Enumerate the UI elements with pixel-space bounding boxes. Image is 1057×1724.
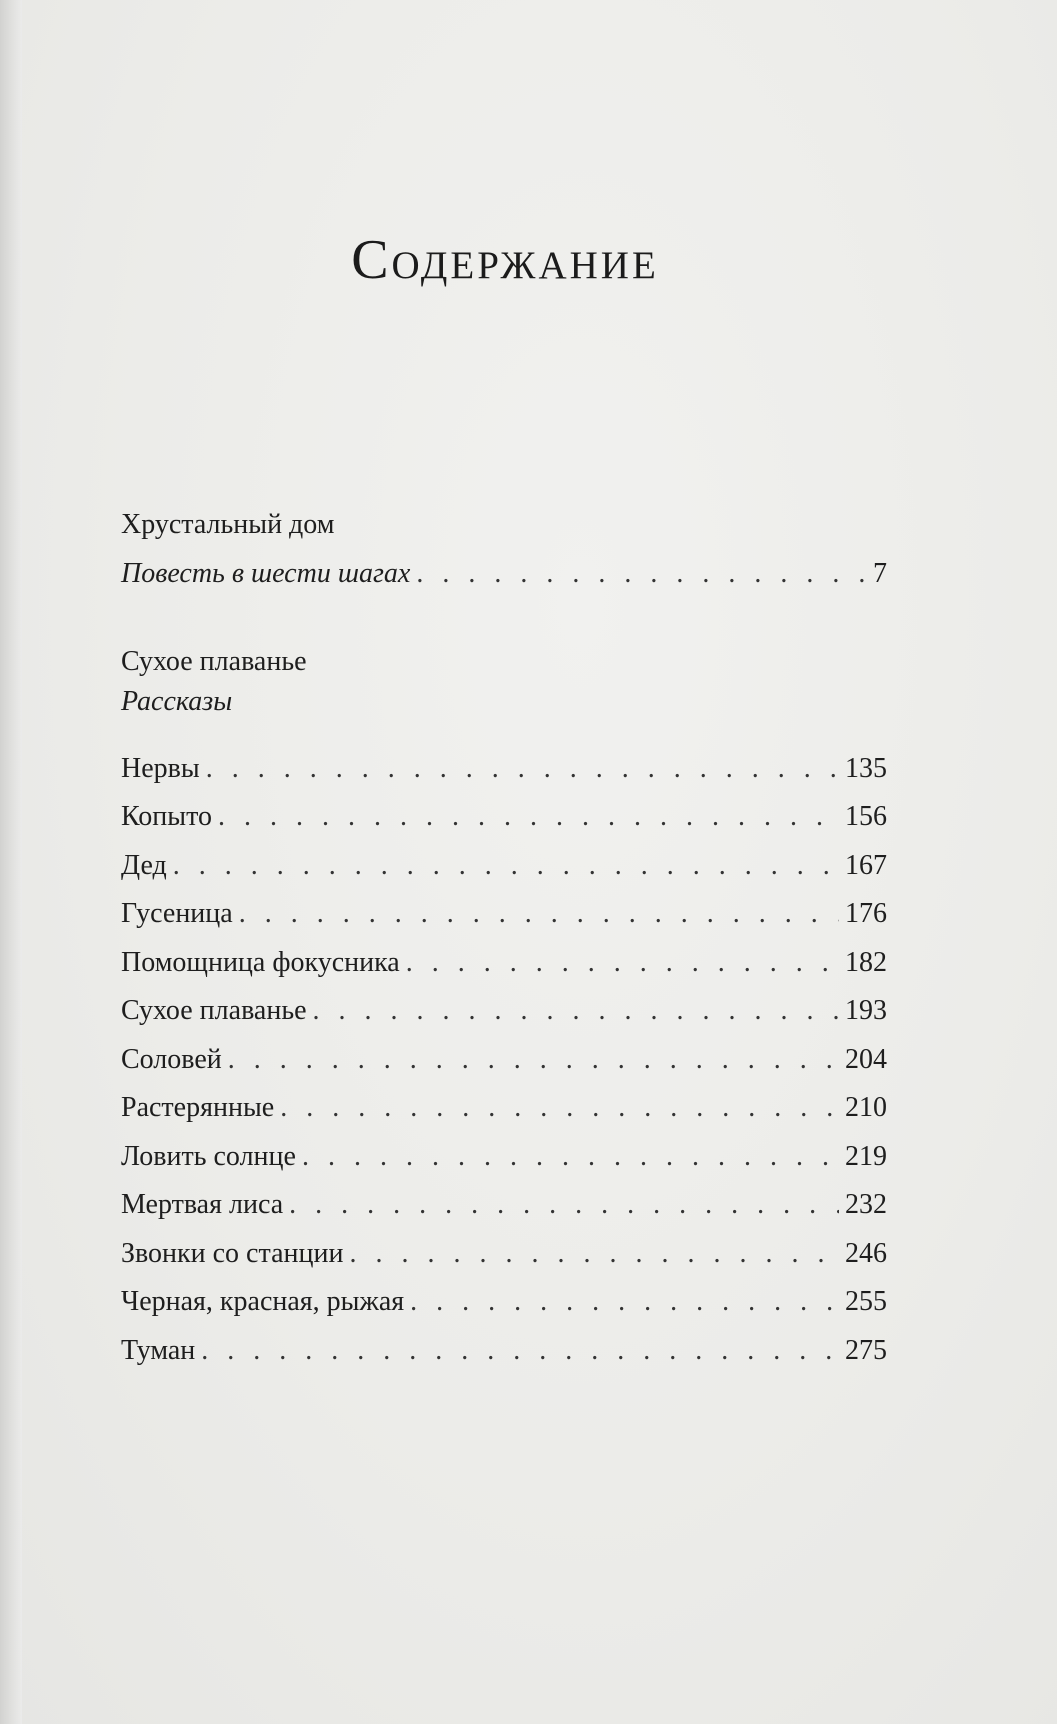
toc-entry-page: 182 [845, 947, 887, 978]
toc-entry-label: Ловить солнце [121, 1141, 296, 1172]
toc-entry-page: 255 [845, 1286, 887, 1317]
toc-entry-label: Гусеница [121, 898, 233, 929]
page-title: Содержание [351, 229, 659, 291]
toc-entry-page: 204 [845, 1044, 887, 1075]
toc-entry-story[interactable] [121, 1091, 887, 1125]
part-subheading-2: Рассказы [121, 686, 233, 717]
toc-entry-story[interactable] [121, 897, 887, 931]
toc-entry-page: 219 [845, 1141, 887, 1172]
toc-entry-story[interactable] [121, 1043, 887, 1077]
toc-entry-story[interactable] [121, 1334, 887, 1368]
toc-entry-page: 232 [845, 1189, 887, 1220]
leader-dots [280, 1091, 839, 1125]
part-heading-2: Сухое плаванье [121, 646, 307, 677]
toc-entry-label: Туман [121, 1335, 196, 1366]
toc-entry-page: 135 [845, 753, 887, 784]
toc-entry-label: Помощница фокусника [121, 947, 400, 978]
toc-entry-story[interactable] [121, 1140, 887, 1174]
leader-dots [173, 849, 839, 883]
leader-dots [410, 1285, 839, 1319]
toc-entry-story[interactable] [121, 1237, 887, 1271]
toc-entry-label: Звонки со станции [121, 1238, 344, 1269]
toc-entry-page: 210 [845, 1092, 887, 1123]
leader-dots [228, 1043, 839, 1077]
toc-entry-label: Черная, красная, рыжая [121, 1286, 405, 1317]
leader-dots [406, 946, 839, 980]
toc-entry-page: 246 [845, 1238, 887, 1269]
toc-entry-page: 7 [873, 558, 887, 589]
toc-entry-page: 193 [845, 995, 887, 1026]
toc-entry-page: 275 [845, 1335, 887, 1366]
toc-entry-label: Мертвая лиса [121, 1189, 284, 1220]
toc-entry-page: 176 [845, 898, 887, 929]
toc-entry-story[interactable] [121, 994, 887, 1028]
toc-entry-label: Сухое плаванье [121, 995, 307, 1026]
leader-dots [206, 752, 839, 786]
leader-dots [218, 800, 839, 834]
toc-entry-label: Повесть в шести шагах [121, 558, 411, 589]
toc-entry-label: Нервы [121, 753, 200, 784]
part-heading-1: Хрустальный дом [121, 509, 335, 540]
toc-entry-story[interactable] [121, 1188, 887, 1222]
toc-entry-label: Растерянные [121, 1092, 275, 1123]
toc-entry-story[interactable] [121, 752, 887, 786]
toc-entry-story[interactable] [121, 800, 887, 834]
leader-dots [289, 1188, 839, 1222]
toc-entry-page: 167 [845, 850, 887, 881]
toc-entry-story[interactable] [121, 1285, 887, 1319]
leader-dots [416, 557, 867, 591]
toc-entry-label: Дед [121, 850, 167, 881]
toc-entry-story[interactable] [121, 849, 887, 883]
toc-entry-page: 156 [845, 801, 887, 832]
leader-dots [302, 1140, 839, 1174]
toc-entry-story[interactable] [121, 946, 887, 980]
toc-entry-label: Копыто [121, 801, 212, 832]
leader-dots [201, 1334, 839, 1368]
toc-entry-label: Соловей [121, 1044, 222, 1075]
leader-dots [313, 994, 839, 1028]
leader-dots [349, 1237, 839, 1271]
leader-dots [239, 897, 839, 931]
toc-entry-part1[interactable] [121, 557, 887, 591]
